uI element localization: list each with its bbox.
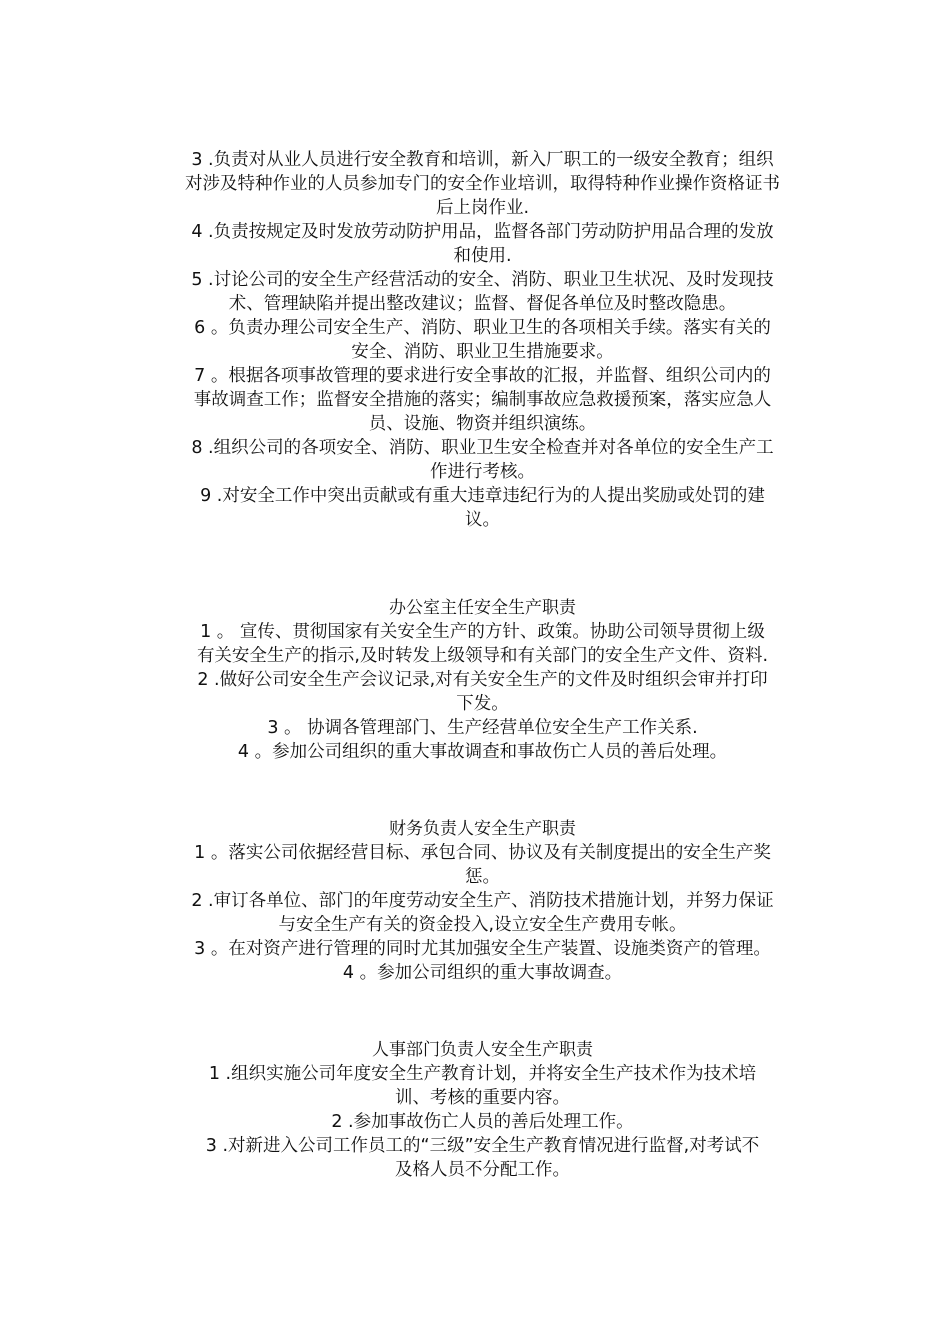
list-item: 1 。 宣传、贯彻国家有关安全生产的方针、政策。协助公司领导贯彻上级 有关安全生产的指示,及时转发上级领导和有关部门的安全生产文件、资料.: [196, 622, 769, 666]
section-office-director: [160, 596, 805, 764]
list-item: 7 。根据各项事故管理的要求进行安全事故的汇报，并监督、组织公司内的 事故调查工作；监督安全措施的落实；编制事故应急救援预案，落实应急人 员、设施、物资并组织演练。: [193, 366, 772, 434]
section-safety-dept: [160, 148, 805, 532]
section-title: 人事部门负责人安全生产职责: [372, 1040, 593, 1060]
section-title: 财务负责人安全生产职责: [389, 819, 576, 839]
list-item: 2 .参加事故伤亡人员的善后处理工作。: [331, 1112, 634, 1132]
list-item: 4 。参加公司组织的重大事故调查。: [342, 963, 623, 983]
list-item: 2 .做好公司安全生产会议记录,对有关安全生产的文件及时组织会审并打印 下发。: [197, 670, 768, 714]
list-item: 1 。落实公司依据经营目标、承包合同、协议及有关制度提出的安全生产奖 惩。: [194, 843, 771, 887]
list-item: 5 .讨论公司的安全生产经营活动的安全、消防、职业卫生状况、及时发现技 术、管理缺陷并提出整改建议；监督、督促各单位及时整改隐患。: [191, 270, 774, 314]
section-finance-head: [160, 817, 805, 985]
list-item: 4 。参加公司组织的重大事故调查和事故伤亡人员的善后处理。: [237, 742, 728, 762]
list-item: 2 .审订各单位、部门的年度劳动安全生产、消防技术措施计划，并努力保证 与安全生产有关的资金投入,设立安全生产费用专帐。: [191, 891, 774, 935]
list-item: 4 .负责按规定及时发放劳动防护用品，监督各部门劳动防护用品合理的发放 和使用.: [191, 222, 774, 266]
section-hr-head: [160, 1038, 805, 1182]
list-item: 3 .对新进入公司工作员工的“三级”安全生产教育情况进行监督,对考试不 及格人员不分配工作。: [205, 1136, 760, 1180]
section-title: 办公室主任安全生产职责: [389, 598, 576, 618]
list-item: 3 。 协调各管理部门、生产经营单位安全生产工作关系.: [267, 718, 698, 738]
list-item: 3 。在对资产进行管理的同时尤其加强安全生产装置、设施类资产的管理。: [194, 939, 771, 959]
list-item: 3 .负责对从业人员进行安全教育和培训，新入厂职工的一级安全教育；组织 对涉及特种作业的人员参加专门的安全作业培训，取得特种作业操作资格证书 后上岗作业.: [185, 150, 780, 218]
list-item: 9 .对安全工作中突出贡献或有重大违章违纪行为的人提出奖励或处罚的建 议。: [200, 486, 765, 530]
list-item: 6 。负责办理公司安全生产、消防、职业卫生的各项相关手续。落实有关的 安全、消防、职业卫生措施要求。: [194, 318, 771, 362]
list-item: 8 .组织公司的各项安全、消防、职业卫生安全检查并对各单位的安全生产工 作进行考核。: [191, 438, 774, 482]
list-item: 1 .组织实施公司年度安全生产教育计划，并将安全生产技术作为技术培 训、考核的重要内容。: [208, 1064, 757, 1108]
